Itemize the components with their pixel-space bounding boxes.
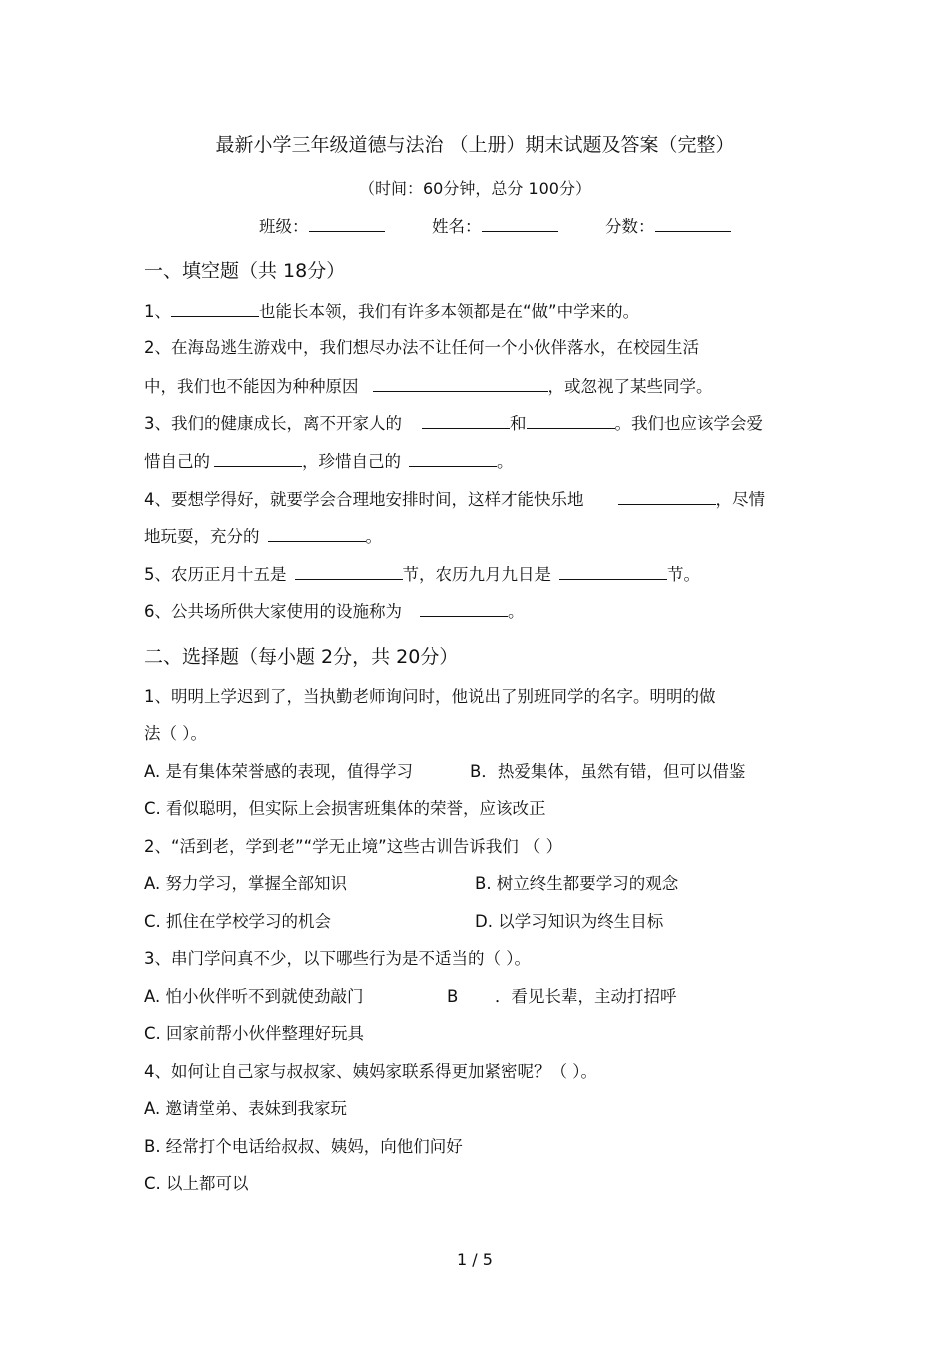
score-label: 分数：: [605, 217, 655, 236]
name-blank: [482, 215, 558, 232]
option-2-3-b: ．看见长辈，主动打招呼: [495, 987, 677, 1006]
option-2-2-b: B. 树立终生都要学习的观念: [475, 874, 679, 893]
option-2-2-a: A. 努力学习，掌握全部知识: [144, 874, 347, 893]
answer-blank: [618, 488, 716, 505]
class-field: [259, 213, 385, 237]
question-1-4-line1: 4、要想学得好，就要学会合理地安排时间，这样才能快乐地 ，尽情: [144, 490, 765, 509]
option-2-2-c: C. 抓住在学校学习的机会: [144, 912, 332, 931]
answer-blank: [295, 563, 403, 580]
question-1-2-line1: 2、在海岛逃生游戏中，我们想尽办法不让任何一个小伙伴落水，在校园生活: [144, 338, 699, 357]
option-2-4-a: A. 邀请堂弟、表妹到我家玩: [144, 1099, 347, 1118]
name-label: 姓名：: [432, 217, 482, 236]
answer-blank: [420, 600, 508, 617]
option-2-2-d: D. 以学习知识为终生目标: [475, 912, 664, 931]
question-1-4-line2: 地玩耍，充分的 。: [144, 527, 382, 546]
question-1-2-line2: 中，我们也不能因为种种原因 ，或忽视了某些同学。: [144, 377, 713, 396]
answer-blank: [268, 525, 366, 542]
class-blank: [309, 215, 385, 232]
question-2-3: 3、串门学问真不少，以下哪些行为是不适当的（ ）。: [144, 949, 531, 968]
question-2-4: 4、如何让自己家与叔叔家、姨妈家联系得更加紧密呢？（ ）。: [144, 1062, 597, 1081]
question-1-6: 6、公共场所供大家使用的设施称为 。: [144, 602, 525, 621]
answer-blank: [409, 450, 497, 467]
question-1-3-line2: 惜自己的 ，珍惜自己的 。: [144, 452, 514, 471]
option-2-4-b: B. 经常打个电话给叔叔、姨妈，向他们问好: [144, 1137, 463, 1156]
score-field: [605, 213, 731, 237]
option-2-1-c: C. 看似聪明，但实际上会损害班集体的荣誉，应该改正: [144, 799, 546, 818]
answer-blank: [214, 450, 302, 467]
question-1-5: 5、农历正月十五是 节，农历九月九日是 节。: [144, 565, 700, 584]
option-2-3-b-letter: B: [447, 987, 459, 1006]
score-blank: [655, 215, 731, 232]
option-2-4-c: C. 以上都可以: [144, 1174, 249, 1193]
option-2-3-a: A. 怕小伙伴听不到就使劲敲门: [144, 987, 364, 1006]
answer-blank: [527, 412, 615, 429]
question-2-2: 2、“活到老，学到老”“学无止境”这些古训告诉我们 （ ）: [144, 837, 563, 856]
answer-blank: [422, 412, 510, 429]
question-2-1-line1: 1、明明上学迟到了，当执勤老师询问时，他说出了别班同学的名字。明明的做: [144, 687, 716, 706]
name-field: [432, 213, 558, 237]
answer-blank: [373, 375, 548, 392]
class-label: 班级：: [259, 217, 309, 236]
section-choice-heading: 二、选择题（每小题 2分，共 20分）: [144, 646, 459, 668]
section-fill-in-heading: 一、填空题（共 18分）: [144, 260, 346, 282]
exam-meta: （时间：60分钟，总分 100分）: [359, 179, 591, 198]
answer-blank: [171, 300, 259, 317]
question-2-1-line2: 法（ ）。: [144, 724, 207, 743]
question-1-1: 1、 也能长本领，我们有许多本领都是在“做”中学来的。: [144, 302, 640, 321]
option-2-3-c: C. 回家前帮小伙伴整理好玩具: [144, 1024, 365, 1043]
answer-blank: [559, 563, 667, 580]
page-number: 1 / 5: [457, 1250, 493, 1269]
option-2-1-b: B．热爱集体，虽然有错，但可以借鉴: [470, 762, 746, 781]
page-title: 最新小学三年级道德与法治 （上册）期末试题及答案（完整）: [215, 134, 735, 156]
option-2-1-a: A. 是有集体荣誉感的表现，值得学习: [144, 762, 413, 781]
question-1-3-line1: 3、我们的健康成长，离不开家人的 和 。我们也应该学会爱: [144, 414, 763, 433]
